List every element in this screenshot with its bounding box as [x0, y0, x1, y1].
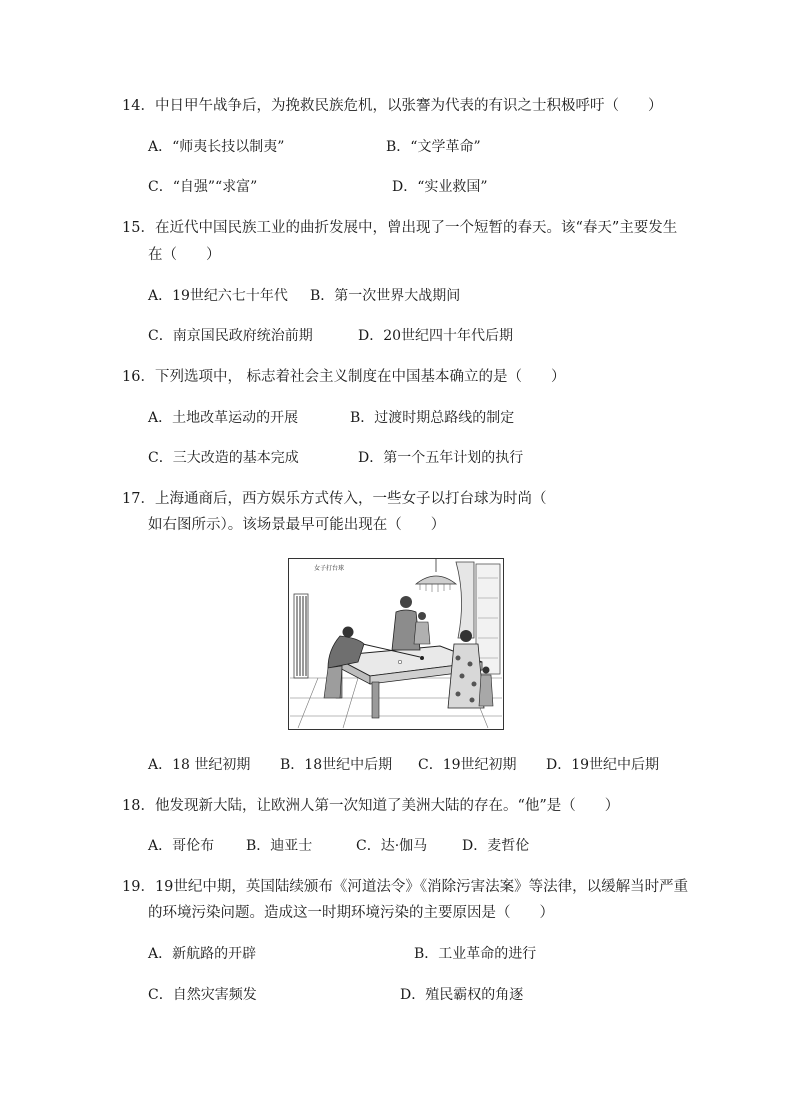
question-16-stem: 16．下列选项中， 标志着社会主义制度在中国基本确立的是（ ）: [122, 369, 566, 385]
question-15-stem-line-2: 在（ ）: [148, 247, 221, 263]
question-19-stem-line-1: 19．19世纪中期，英国陆续颁布《河道法令》《消除污害法案》等法律，以缓解当时严重: [122, 879, 689, 895]
question-15-stem-line-1: 15．在近代中国民族工业的曲折发展中，曾出现了一个短暂的春天。该“春天”主要发生: [122, 220, 678, 236]
question-17-option-c[interactable]: C．19世纪初期: [418, 757, 517, 773]
question-18-stem: 18．他发现新大陆，让欧洲人第一次知道了美洲大陆的存在。“他”是（ ）: [122, 798, 620, 814]
question-17-option-d[interactable]: D．19世纪中后期: [546, 757, 660, 773]
question-17-option-b[interactable]: B．18世纪中后期: [280, 757, 393, 773]
question-14-option-c[interactable]: C．“自强”“求富”: [148, 179, 258, 195]
question-15-option-d[interactable]: D．20世纪四十年代后期: [358, 328, 514, 344]
question-16-option-d[interactable]: D．第一个五年计划的执行: [358, 450, 524, 466]
question-14-option-b[interactable]: B．“文学革命”: [386, 139, 481, 155]
question-16-option-a[interactable]: A．土地改革运动的开展: [148, 410, 299, 426]
question-14-stem: 14．中日甲午战争后，为挽救民族危机，以张謇为代表的有识之士积极呼吁（ ）: [122, 98, 663, 114]
question-15-option-b[interactable]: B．第一次世界大战期间: [310, 288, 461, 304]
question-19-option-a[interactable]: A．新航路的开辟: [148, 946, 257, 962]
question-15-option-c[interactable]: C．南京国民政府统治前期: [148, 328, 313, 344]
question-14-option-d[interactable]: D．“实业救国”: [392, 179, 488, 195]
question-18-option-d[interactable]: D．麦哲伦: [462, 838, 530, 854]
question-19-option-c[interactable]: C．自然灾害频发: [148, 987, 257, 1003]
question-18-option-b[interactable]: B．迪亚士: [246, 838, 313, 854]
question-17-stem-line-1: 17．上海通商后，西方娱乐方式传入，一些女子以打台球为时尚（: [122, 491, 547, 507]
illustration-inscription: 女子打台球: [314, 565, 345, 572]
billiards-illustration: [288, 558, 504, 730]
question-18-option-a[interactable]: A．哥伦布: [148, 838, 215, 854]
question-19-stem-line-2: 的环境污染问题。造成这一时期环境污染的主要原因是（ ）: [148, 905, 554, 921]
question-17-option-a[interactable]: A．18 世纪初期: [148, 757, 251, 773]
question-15-option-a[interactable]: A．19世纪六七十年代: [148, 288, 288, 304]
question-16-option-b[interactable]: B．过渡时期总路线的制定: [350, 410, 515, 426]
question-17-stem-line-2: 如右图所示）。该场景最早可能出现在（ ）: [148, 517, 446, 533]
question-14-option-a[interactable]: A．“师夷长技以制夷”: [148, 139, 285, 155]
question-18-option-c[interactable]: C．达·伽马: [356, 838, 428, 854]
question-19-option-d[interactable]: D．殖民霸权的角逐: [400, 987, 524, 1003]
question-19-option-b[interactable]: B．工业革命的进行: [414, 946, 537, 962]
question-16-option-c[interactable]: C．三大改造的基本完成: [148, 450, 299, 466]
